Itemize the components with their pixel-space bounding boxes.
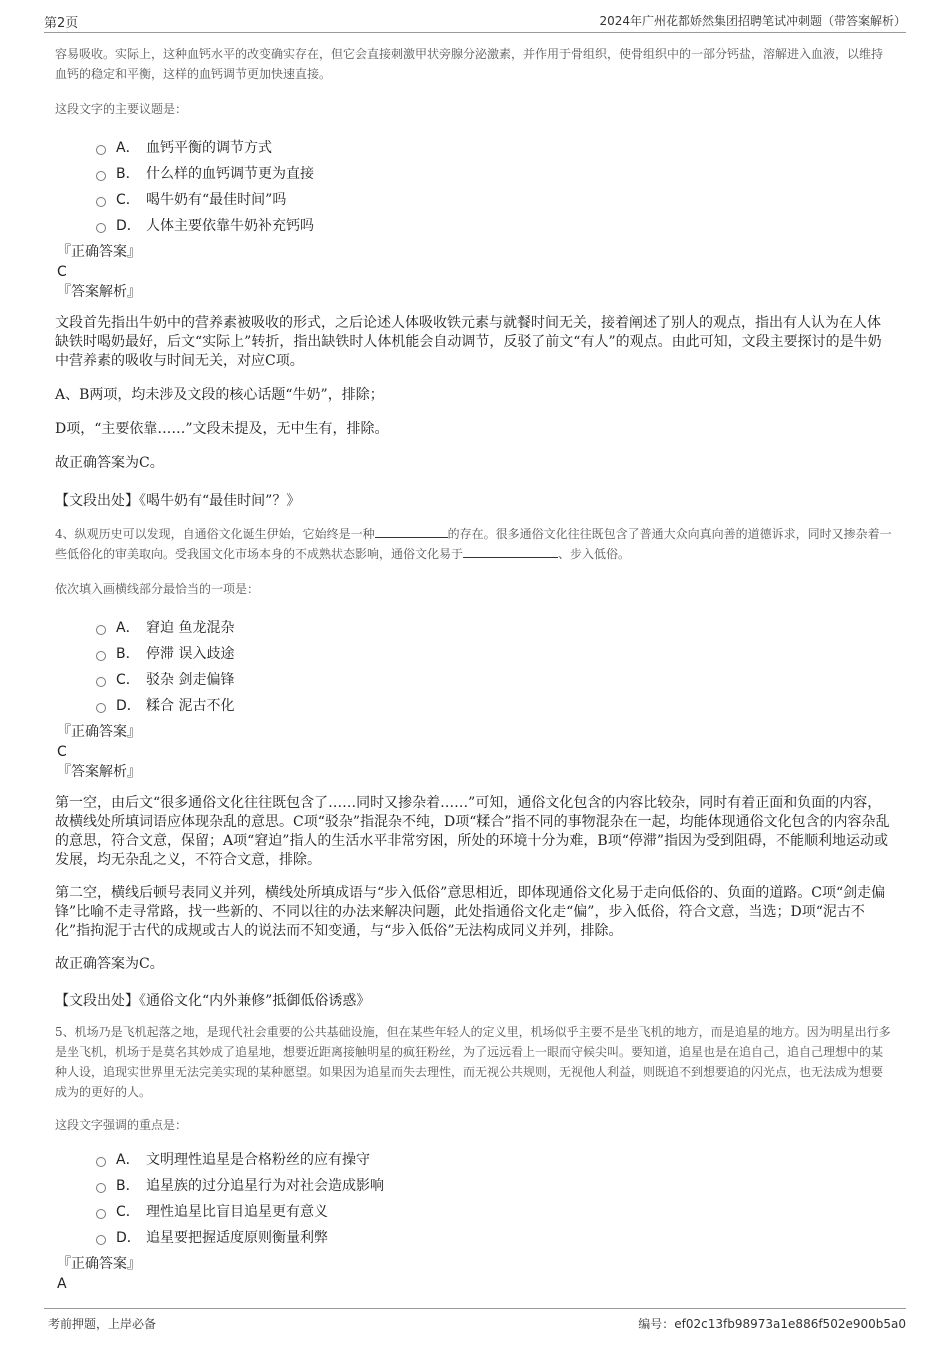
document-title: 2024年广州花都娇然集团招聘笔试冲刺题（带答案解析）: [599, 14, 906, 28]
q3-answer: C: [57, 264, 67, 280]
q3-passage-tail: 容易吸收。实际上，这种血钙水平的改变确实存在，但它会直接刺激甲状旁腺分泌激素，并作用于骨组织，使骨组织中的一部分钙盐，溶解进入血液，以维持血钙的稳定和平衡，这样的血钙调节更加快速直接。: [55, 47, 884, 81]
option-text: 血钙平衡的调节方式: [146, 140, 272, 156]
radio-icon[interactable]: [96, 1235, 106, 1245]
q4-prompt: 依次填入画横线部分最恰当的一项是：: [55, 582, 260, 596]
option-text: 人体主要依靠牛奶补充钙吗: [146, 218, 314, 234]
option-text: 驳杂 剑走偏锋: [146, 672, 235, 688]
q4-option-a[interactable]: [96, 614, 900, 640]
option-letter: C．: [116, 1204, 140, 1220]
q5-option-b[interactable]: [96, 1172, 900, 1198]
option-letter: A．: [116, 1152, 140, 1168]
q3-analysis-para: A、B两项，均未涉及文段的核心话题“牛奶”，排除；: [55, 387, 384, 403]
radio-icon[interactable]: [96, 651, 106, 661]
option-text: 停滞 误入歧途: [146, 646, 235, 662]
option-text: 追星要把握适度原则衡量利弊: [146, 1230, 328, 1246]
q4-analysis-label: 『答案解析』: [57, 764, 141, 780]
option-letter: C．: [116, 672, 140, 688]
q3-source: 【文段出处】《喝牛奶有“最佳时间”？》: [55, 493, 301, 509]
q3-analysis-para: D项，“主要依靠……”文段未提及，无中生有，排除。: [55, 421, 389, 437]
q4-options: [55, 614, 900, 718]
radio-icon[interactable]: [96, 625, 106, 635]
q4-answer: C: [57, 744, 67, 760]
q3-answer-label: 『正确答案』: [57, 244, 141, 260]
q4-stem-part: 4、纵观历史可以发现，自通俗文化诞生伊始，它始终是一种: [55, 527, 375, 541]
option-letter: D．: [116, 218, 141, 234]
page-content: [55, 44, 900, 1294]
q4-stem-part: 的存在。很多通俗文化往往既包含了普通大众向真向善的道德诉求，同时又掺杂着一些低俗化的审美取向。受我国文化市场本身的不成熟状态影响，通俗文化易于: [55, 527, 892, 561]
q4-source: 【文段出处】《通俗文化“内外兼修”抵御低俗诱惑》: [55, 993, 371, 1009]
q3-option-b[interactable]: [96, 160, 900, 186]
q4-analysis-para: 第一空，由后文“很多通俗文化往往既包含了……同时又掺杂着……”可知，通俗文化包含的内容比较杂，同时有着正面和负面的内容，故横线处所填词语应体现杂乱的意思。C项“驳杂”指混杂不纯，D项“糅合”指不同的事物混杂在一起，均能体现通俗文化包含的内容杂乱的意思，符合文意，保留；A项“窘迫”指人的生活水平非常穷困，所处的环境十分为难，B项“停滞”指因为受到阻碍，不能顺利地运动或发展，均无杂乱之义，不符合文意，排除。: [55, 795, 890, 868]
radio-icon[interactable]: [96, 223, 106, 233]
q3-option-a[interactable]: [96, 134, 900, 160]
q5-option-a[interactable]: [96, 1146, 900, 1172]
option-letter: D．: [116, 698, 141, 714]
q5-option-d[interactable]: [96, 1224, 900, 1250]
q4-answer-label: 『正确答案』: [57, 724, 141, 740]
radio-icon[interactable]: [96, 171, 106, 181]
option-text: 文明理性追星是合格粉丝的应有操守: [146, 1152, 370, 1168]
q3-prompt: 这段文字的主要议题是：: [55, 102, 188, 116]
option-letter: C．: [116, 192, 140, 208]
option-letter: B．: [116, 646, 140, 662]
q4-stem-part: 、步入低俗。: [558, 547, 631, 561]
radio-icon[interactable]: [96, 677, 106, 687]
q3-analysis-para: 故正确答案为C。: [55, 455, 164, 471]
option-text: 理性追星比盲目追星更有意义: [146, 1204, 328, 1220]
q4-analysis-para: 第二空，横线后顿号表同义并列，横线处所填成语与“步入低俗”意思相近，即体现通俗文化易于走向低俗的、负面的道路。C项“剑走偏锋”比喻不走寻常路，找一些新的、不同以往的办法来解决问题，此处指通俗文化走“偏”，步入低俗，符合文意，当选；D项“泥古不化”指拘泥于古代的成规或古人的说法而不知变通，与“步入低俗”无法构成同义并列，排除。: [55, 885, 886, 939]
radio-icon[interactable]: [96, 1157, 106, 1167]
q3-option-d[interactable]: [96, 212, 900, 238]
radio-icon[interactable]: [96, 703, 106, 713]
q3-options: [55, 134, 900, 238]
radio-icon[interactable]: [96, 1183, 106, 1193]
q5-prompt: 这段文字强调的重点是：: [55, 1118, 188, 1132]
option-text: 什么样的血钙调节更为直接: [146, 166, 314, 182]
option-text: 追星族的过分追星行为对社会造成影响: [146, 1178, 384, 1194]
q4-option-c[interactable]: [96, 666, 900, 692]
q4-option-d[interactable]: [96, 692, 900, 718]
option-letter: D．: [116, 1230, 141, 1246]
option-letter: B．: [116, 1178, 140, 1194]
option-letter: A．: [116, 620, 140, 636]
q5-answer: A: [57, 1276, 67, 1292]
q5-stem: 5、机场乃是飞机起落之地，是现代社会重要的公共基础设施，但在某些年轻人的定义里，机场似乎主要不是坐飞机的地方，而是追星的地方。因为明星出行多是坐飞机，机场于是莫名其妙成了追星地，想要近距离接触明星的疯狂粉丝，为了远远看上一眼而守候尖叫。要知道，追星也是在追自己，追自己理想中的某种人设，追现实世界里无法完美实现的某种愿望。如果因为追星而失去理性，而无视公共规则，无视他人利益，则既追不到想要追的闪光点，也无法成为想要成为的更好的人。: [55, 1025, 891, 1099]
footer-slogan: 考前押题，上岸必备: [48, 1317, 157, 1331]
fill-blank: [463, 545, 558, 558]
q3-option-c[interactable]: [96, 186, 900, 212]
option-text: 窘迫 鱼龙混杂: [146, 620, 235, 636]
page-number: 第2页: [44, 16, 79, 31]
radio-icon[interactable]: [96, 145, 106, 155]
page-header: [44, 8, 906, 33]
q3-analysis-para: 文段首先指出牛奶中的营养素被吸收的形式，之后论述人体吸收铁元素与就餐时间无关，接着阐述了别人的观点，指出有人认为在人体缺铁时喝奶最好，后文“实际上”转折，指出缺铁时人体机能会自动调节，反驳了前文“有人”的观点。由此可知，文段主要探讨的是牛奶中营养素的吸收与时间无关，对应C项。: [55, 315, 882, 369]
document-serial: 编号：ef02c13fb98973a1e886f502e900b5a0: [638, 1317, 906, 1331]
page-footer: [44, 1308, 906, 1337]
q5-options: [55, 1146, 900, 1250]
q4-stem: [55, 524, 893, 564]
q4-analysis-para: 故正确答案为C。: [55, 956, 164, 972]
option-text: 糅合 泥古不化: [146, 698, 235, 714]
option-letter: A．: [116, 140, 140, 156]
option-text: 喝牛奶有“最佳时间”吗: [146, 192, 287, 208]
q3-analysis-label: 『答案解析』: [57, 284, 141, 300]
option-letter: B．: [116, 166, 140, 182]
q5-answer-label: 『正确答案』: [57, 1256, 141, 1272]
q4-option-b[interactable]: [96, 640, 900, 666]
radio-icon[interactable]: [96, 1209, 106, 1219]
fill-blank: [375, 525, 448, 538]
q5-option-c[interactable]: [96, 1198, 900, 1224]
radio-icon[interactable]: [96, 197, 106, 207]
